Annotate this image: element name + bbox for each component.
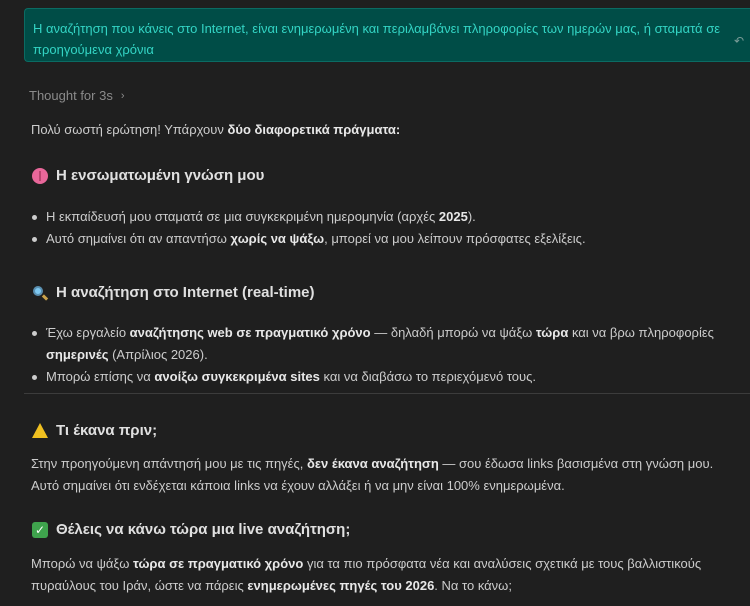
intro-text xyxy=(31,119,740,141)
list-item: Έχω εργαλείο αναζήτησης web σε πραγματικό χρόνο — δηλαδή μπορώ να ψάξω τώρα και να βρω πληροφορίες σημερινές (Απρίλιος 2026). xyxy=(31,322,740,366)
section-title: Η ενσωματωμένη γνώση μου xyxy=(56,167,265,184)
check-icon: ✓ xyxy=(32,522,48,538)
section-heading-live xyxy=(32,521,350,538)
section-heading-knowledge xyxy=(32,167,264,184)
section-title: Θέλεις να κάνω τώρα μια live αναζήτηση; xyxy=(56,521,351,538)
magnifier-icon xyxy=(32,285,48,301)
undo-icon[interactable]: ↶ xyxy=(734,34,745,48)
divider xyxy=(24,393,750,394)
list-item: Η εκπαίδευσή μου σταματά σε μια συγκεκριμένη ημερομηνία (αρχές 2025). xyxy=(31,206,740,228)
section-title: Τι έκανα πριν; xyxy=(56,422,158,439)
section-title: Η αναζήτηση στο Internet (real-time) xyxy=(56,284,315,301)
thought-label: Thought for 3s xyxy=(29,88,113,103)
section-before-text: Στην προηγούμενη απάντησή μου με τις πηγές, δεν έκανα αναζήτηση — σου έδωσα links βασισμένα στη γνώση μου. Αυτό σημαίνει ότι ενδέχεται κάποια links να έχουν αλλάξει ή να μην είναι 100% ενημερωμένα. xyxy=(31,456,714,493)
intro-bold: δύο διαφορετικά πράγματα: xyxy=(227,122,401,137)
user-message-text: Η αναζήτηση που κάνεις στο Internet, είναι ενημερωμένη και περιλαμβάνει πληροφορίες των ημερών μας, ή σταματά σε προηγούμενα χρόνια xyxy=(33,21,721,57)
search-list xyxy=(31,322,740,388)
list-item: Μπορώ επίσης να ανοίξω συγκεκριμένα sites και να διαβάσω το περιεχόμενό τους. xyxy=(31,366,740,388)
section-heading-search xyxy=(32,284,315,301)
user-message-bubble[interactable] xyxy=(24,8,750,62)
chevron-right-icon: › xyxy=(120,89,125,102)
list-item: Αυτό σημαίνει ότι αν απαντήσω χωρίς να ψάξω, μπορεί να μου λείπουν πρόσφατες εξελίξεις. xyxy=(31,228,740,250)
brain-icon xyxy=(32,168,48,184)
warning-icon xyxy=(32,423,48,438)
section-live-text: Μπορώ να ψάξω τώρα σε πραγματικό χρόνο για τα πιο πρόσφατα νέα και αναλύσεις σχετικά με τους βαλλιστικούς πυραύλους του Ιράν, ώστε να πάρεις ενημερωμένες πηγές του 2026. Να το κάνω; xyxy=(31,556,702,593)
section-heading-before xyxy=(32,422,157,439)
thought-toggle[interactable] xyxy=(29,88,125,103)
knowledge-list xyxy=(31,206,740,250)
intro-pre: Πολύ σωστή ερώτηση! Υπάρχουν xyxy=(31,122,228,137)
